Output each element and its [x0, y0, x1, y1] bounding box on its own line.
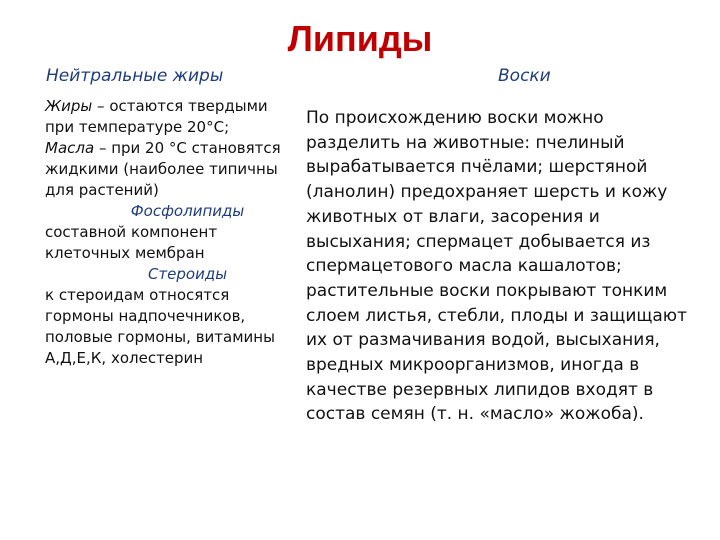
phospholipids-text: составной компонент клеточных мембран — [45, 223, 218, 262]
oils-text: – при 20 °С становятся жидкими (наиболее типичны для растений) — [45, 139, 281, 199]
page-title: Липиды — [287, 18, 433, 59]
oils-paragraph — [45, 138, 290, 201]
waxes-text: По происхождению воски можно разделить на животные: пчелиный вырабатывается пчёлами; шерстяной (ланолин) предохраняет шерсть и кожу животных от влаги, засорения и высыхания; спермацет добывается из спермацетового масла кашалотов; растительные воски покрывают тонким слоем листья, стебли, плоды и защищают их от размачивания водой, высыхания, вредных микроорганизмов, иногда в качестве резервных липидов входят в состав семян (т. н. «масло» жожоба). — [306, 108, 688, 425]
left-column — [45, 96, 290, 369]
waxes-heading: Воски — [498, 66, 551, 86]
fats-paragraph — [45, 96, 290, 138]
neutral-fats-heading: Нейтральные жиры — [46, 66, 224, 86]
fats-text: – остаются твердыми при температуре 20°С; — [45, 97, 268, 136]
right-column — [306, 106, 702, 427]
steroids-text: к стероидам относятся гормоны надпочечников, половые гормоны, витамины А,Д,Е,К, холестерин — [45, 286, 275, 367]
steroids-heading: Стероиды — [147, 265, 228, 283]
oils-term: Масла — [45, 139, 95, 157]
fats-term: Жиры — [45, 97, 93, 115]
phospholipids-heading: Фосфолипиды — [130, 202, 245, 220]
